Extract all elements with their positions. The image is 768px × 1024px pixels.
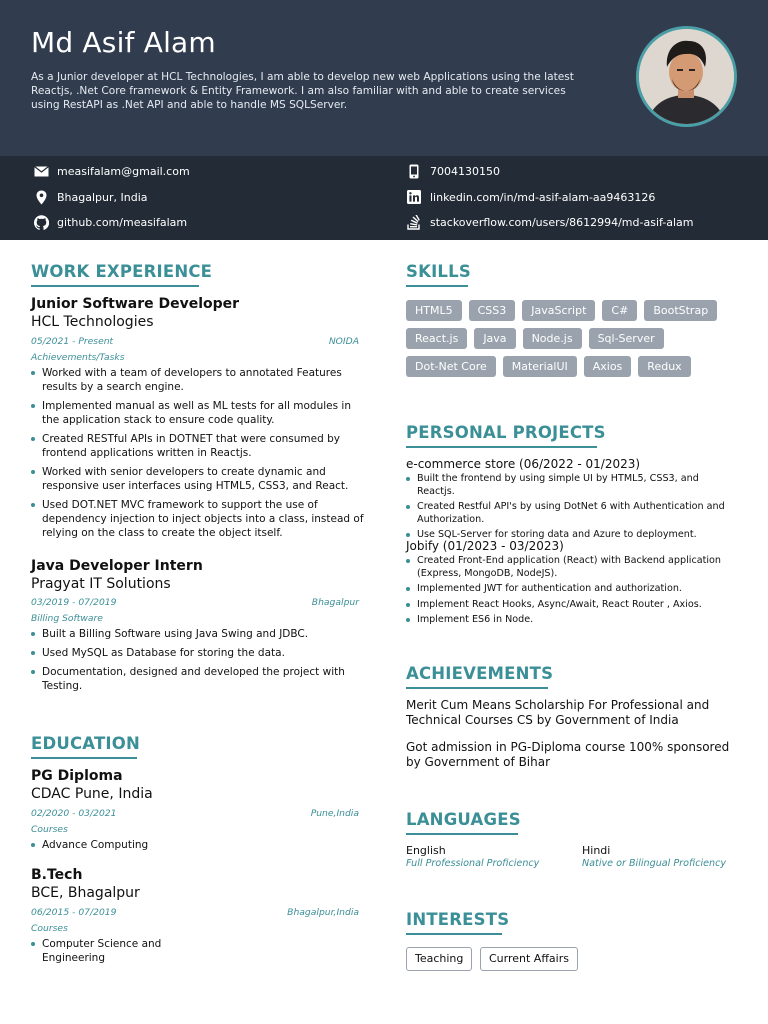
list-item: Implemented JWT for authentication and authorization. (406, 583, 736, 596)
contact-stackoverflow[interactable] (406, 214, 694, 230)
stackoverflow-text: stackoverflow.com/users/8612994/md-asif-alam (430, 215, 694, 229)
list-item: Documentation, designed and developed the project with Testing. (31, 665, 366, 693)
location-pin-icon (33, 189, 49, 205)
list-item: Computer Science and Engineering (31, 937, 176, 965)
projects-underline (406, 446, 597, 448)
job-1-location: NOIDA (328, 336, 359, 347)
skills-heading: SKILLS (406, 262, 471, 281)
skill-tag: Axios (584, 356, 632, 377)
edu-1-subtitle: Courses (31, 824, 68, 835)
job-2-company: Pragyat IT Solutions (31, 576, 171, 592)
skill-tag: JavaScript (522, 300, 595, 321)
project-1-title: e-commerce store (06/2022 - 01/2023) (406, 457, 641, 471)
job-1-subtitle: Achievements/Tasks (31, 352, 125, 363)
job-2-dates: 03/2019 - 07/2019 (31, 597, 117, 608)
email-text: measifalam@gmail.com (57, 164, 190, 178)
skill-tag: CSS3 (469, 300, 516, 321)
interest-tag: Teaching (406, 947, 472, 971)
language-level: Native or Bilingual Proficiency (582, 858, 727, 869)
skill-tag: Java (474, 328, 515, 349)
list-item: Worked with senior developers to create dynamic and responsive user interfaces using HTML5, CSS3, and React. (31, 465, 366, 493)
list-item: Created RESTful APIs in DOTNET that were consumed by frontend applications written in Reactjs. (31, 432, 366, 460)
interests-underline (406, 933, 502, 935)
stackoverflow-icon (406, 214, 422, 230)
linkedin-text: linkedin.com/in/md-asif-alam-aa9463126 (430, 190, 656, 204)
language-level: Full Professional Proficiency (406, 858, 540, 869)
list-item: Created Restful API's by using DotNet 6 with Authentication and Authorization. (406, 501, 736, 526)
edu-2-degree: B.Tech (31, 867, 83, 883)
profile-photo (636, 26, 737, 127)
edu-1-school: CDAC Pune, India (31, 786, 153, 802)
job-2-role: Java Developer Intern (31, 558, 203, 574)
edu-1-location: Pune,India (310, 808, 359, 819)
achievement-item: Merit Cum Means Scholarship For Professional and Technical Courses CS by Government of India (406, 698, 710, 727)
mail-icon (33, 163, 49, 179)
contact-linkedin[interactable] (406, 189, 655, 205)
edu-1-degree: PG Diploma (31, 768, 123, 784)
projects-heading: PERSONAL PROJECTS (406, 423, 606, 442)
job-2-subtitle: Billing Software (31, 613, 103, 624)
job-1-company: HCL Technologies (31, 314, 154, 330)
list-item: Used DOT.NET MVC framework to support the use of dependency injection to inject objects into a class, instead of relying on the class to create the object itself. (31, 498, 366, 540)
skill-tag: Sql-Server (589, 328, 664, 349)
list-item: Advance Computing (31, 838, 211, 852)
skills-underline (406, 285, 468, 287)
skill-tag: Redux (638, 356, 690, 377)
edu-2-subtitle: Courses (31, 923, 68, 934)
languages-heading: LANGUAGES (406, 810, 521, 829)
skill-tag: HTML5 (406, 300, 462, 321)
skill-tag: Dot-Net Core (406, 356, 496, 377)
language-name: Hindi (582, 844, 611, 857)
project-2-title: Jobify (01/2023 - 03/2023) (406, 539, 564, 553)
job-1-bullets (31, 366, 366, 545)
contact-email[interactable] (33, 163, 190, 179)
achievements-heading: ACHIEVEMENTS (406, 664, 554, 683)
list-item: Built the frontend by using simple UI by HTML5, CSS3, and Reactjs. (406, 473, 736, 498)
candidate-name: Md Asif Alam (31, 26, 216, 59)
skills-row (406, 356, 746, 377)
project-2-bullets (406, 555, 736, 630)
profile-photo-illustration (639, 29, 734, 124)
phone-icon (406, 163, 422, 179)
interest-tag: Current Affairs (480, 947, 578, 971)
list-item: Implemented manual as well as ML tests for all modules in the application stack to ensure code quality. (31, 399, 366, 427)
list-item: Implement React Hooks, Async/Await, React Router , Axios. (406, 599, 736, 612)
project-1-bullets (406, 473, 736, 545)
contact-phone[interactable] (406, 163, 500, 179)
interests-heading: INTERESTS (406, 910, 510, 929)
job-1-dates: 05/2021 - Present (31, 336, 114, 347)
github-text: github.com/measifalam (57, 215, 188, 229)
education-heading: EDUCATION (31, 734, 140, 753)
profile-summary: As a Junior developer at HCL Technologies, I am able to develop new web Applications using the latest Reactjs, .Net Core framework & Entity Framework. I am also familiar with and able to create services using RestAPI as .Net API and able to handle MS SQLServer. (31, 71, 574, 112)
contact-bar (0, 156, 768, 240)
contact-location (33, 189, 148, 205)
phone-text: 7004130150 (430, 164, 500, 178)
list-item: Implement ES6 in Node. (406, 614, 736, 627)
skill-tag: React.js (406, 328, 467, 349)
achievement-item: Got admission in PG-Diploma course 100% sponsored by Government of Bihar (406, 740, 730, 769)
edu-2-school: BCE, Bhagalpur (31, 885, 140, 901)
job-1-role: Junior Software Developer (31, 296, 240, 312)
skills-row (406, 328, 746, 349)
job-2-bullets (31, 627, 366, 698)
edu-2-location: Bhagalpur,India (287, 907, 359, 918)
resume-header (0, 0, 768, 156)
skill-tag: MaterialUI (503, 356, 577, 377)
edu-1-dates: 02/2020 - 03/2021 (31, 808, 117, 819)
education-underline (31, 757, 137, 759)
work-experience-underline (31, 285, 199, 287)
list-item: Use SQL-Server for storing data and Azure to deployment. (406, 529, 736, 542)
contact-github[interactable] (33, 214, 187, 230)
edu-2-dates: 06/2015 - 07/2019 (31, 907, 117, 918)
skill-tag: Node.js (523, 328, 582, 349)
languages-underline (406, 833, 518, 835)
list-item: Created Front-End application (React) with Backend application (Express, MongoDB, NodeJS). (406, 555, 736, 580)
github-icon (33, 214, 49, 230)
edu-1-bullets (31, 838, 211, 857)
list-item: Used MySQL as Database for storing the data. (31, 646, 366, 660)
work-experience-heading: WORK EXPERIENCE (31, 262, 213, 281)
skill-tag: C# (602, 300, 637, 321)
skills-row (406, 300, 746, 321)
achievements-underline (406, 687, 548, 689)
edu-2-bullets (31, 937, 176, 970)
job-2-location: Bhagalpur (311, 597, 359, 608)
list-item: Built a Billing Software using Java Swing and JDBC. (31, 627, 366, 641)
list-item: Worked with a team of developers to annotated Features results by a search engine. (31, 366, 366, 394)
location-text: Bhagalpur, India (57, 190, 148, 204)
skill-tag: BootStrap (644, 300, 717, 321)
language-name: English (406, 844, 446, 857)
linkedin-icon (406, 189, 422, 205)
skills-tag-list (406, 300, 746, 384)
